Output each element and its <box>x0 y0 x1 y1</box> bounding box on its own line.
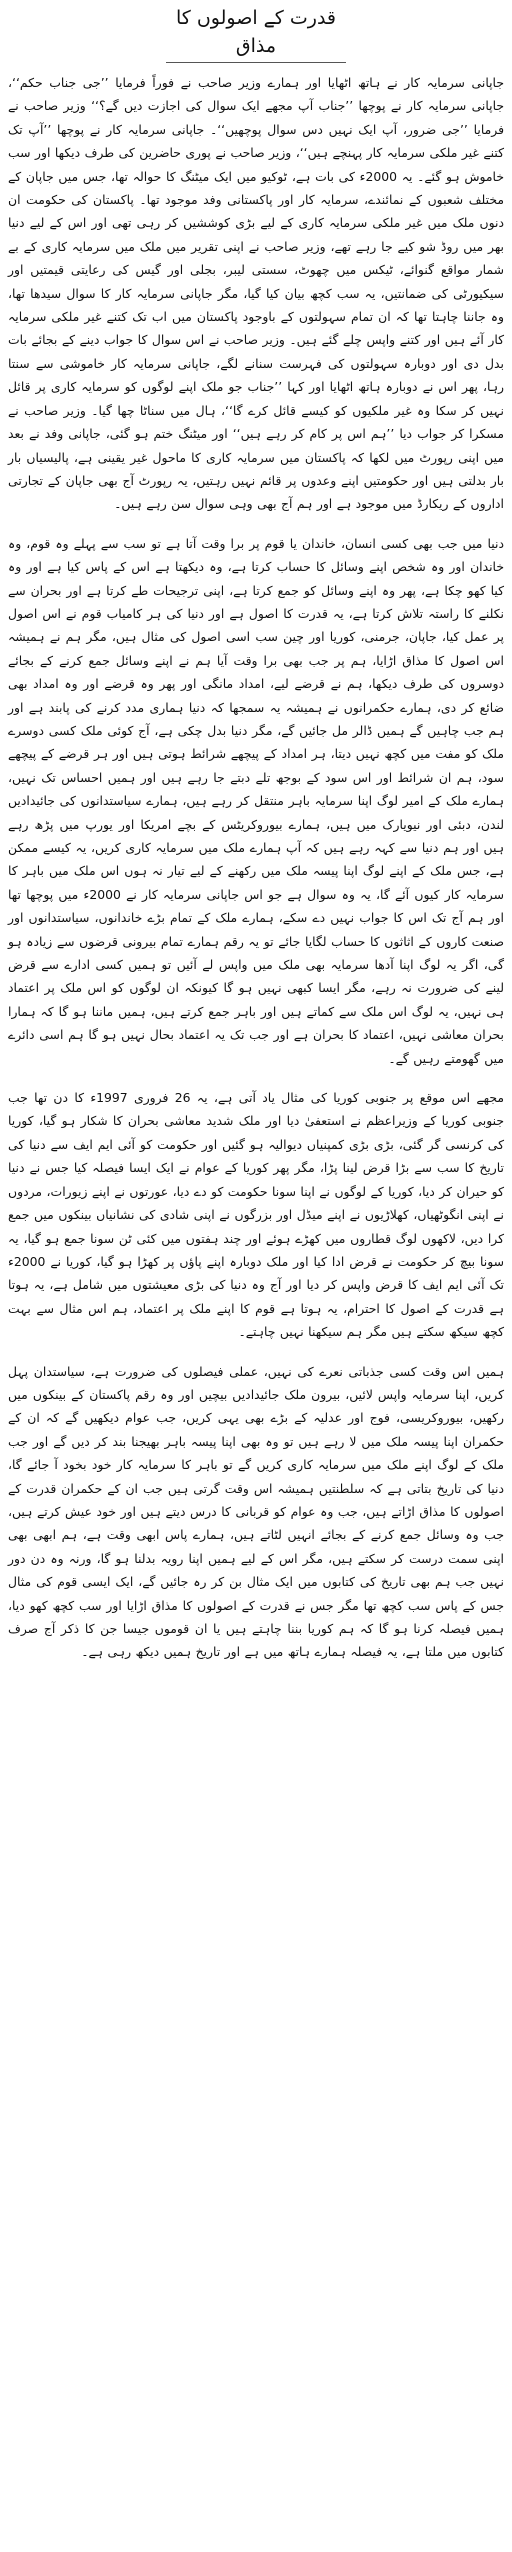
article-paragraph: دنیا میں جب بھی کسی انسان، خاندان یا قوم پر برا وقت آتا ہے تو سب سے پہلے وہ قوم، وہ خاندان اور وہ شخص اپنے وسائل کا حساب کرتا ہے، وہ دیکھتا ہے اس کے پاس کیا ہے اور وہ کیا کھو چکا ہے، پھر وہ اپنے وسائل کو جمع کرتا ہے، اپنی ترجیحات طے کرتا ہے اور بحران سے نکلنے کا راستہ تلاش کرتا ہے، یہ قدرت کا اصول ہے اور دنیا کی ہر کامیاب قوم نے اس اصول پر عمل کیا، جاپان، جرمنی، کوریا اور چین سب اسی اصول کی مثال ہیں، مگر ہم نے ہمیشہ اس اصول کا مذاق اڑایا، ہم پر جب بھی برا وقت آیا ہم نے اپنے وسائل جمع کرنے کے بجائے دوسروں کی طرف دیکھا، ہم نے قرضے لیے، امداد مانگی اور پھر وہ قرضے اور وہ امداد بھی ضائع کر دی، ہمارے حکمرانوں نے ہمیشہ یہ سمجھا کہ دنیا ہماری مدد کرنے کی پابند ہے اور ہم جب چاہیں گے ہمیں ڈالر مل جائیں گے، مگر دنیا بدل چکی ہے، آج کوئی ملک کسی دوسرے ملک کو مفت میں کچھ نہیں دیتا، ہر امداد کے پیچھے شرائط ہوتی ہیں اور ہر قرضے کے پیچھے سود، ہم ان شرائط اور اس سود کے بوجھ تلے دبتے جا رہے ہیں اور ہمیں احساس تک نہیں، ہمارے ملک کے امیر لوگ اپنا سرمایہ باہر منتقل کر رہے ہیں، ہمارے سیاستدانوں کی جائیدادیں لندن، دبئی اور نیویارک میں ہیں، ہمارے بیوروکریٹس کے بچے امریکا اور یورپ میں پڑھ رہے ہیں اور ہم دنیا سے کہہ رہے ہیں کہ آپ ہمارے ملک میں سرمایہ کاری کریں، یہ کیسے ممکن ہے، جس ملک کے اپنے لوگ اپنا پیسہ ملک میں رکھنے کے لیے تیار نہ ہوں اس ملک میں باہر کا سرمایہ کار کیوں آئے گا، یہ وہ سوال ہے جو اس جاپانی سرمایہ کار نے 2000ء میں پوچھا تھا اور ہم آج تک اس کا جواب نہیں دے سکے، ہمارے ملک کے تمام بڑے خاندانوں، سیاستدانوں اور صنعت کاروں کے اثاثوں کا حساب لگایا جائے تو یہ رقم ہمارے تمام بیرونی قرضوں سے زیادہ ہو گی، اگر یہ لوگ اپنا آدھا سرمایہ بھی ملک میں واپس لے آئیں تو ہمیں کسی ادارے سے قرض لینے کی ضرورت نہ رہے، مگر ایسا کبھی نہیں ہو گا کیونکہ ان لوگوں کو اس ملک پر اعتماد ہی نہیں، یہ لوگ اس ملک سے کماتے ہیں اور باہر جمع کرتے ہیں، ہمیں ماننا ہو گا کہ ہمارا بحران معاشی نہیں، اعتماد کا بحران ہے اور جب تک یہ اعتماد بحال نہیں ہو گا ہم اسی دائرے میں گھومتے رہیں گے۔ <box>8 535 504 1066</box>
article-paragraph: جاپانی سرمایہ کار نے ہاتھ اٹھایا اور ہمارے وزیر صاحب نے فوراً فرمایا ’’جی جناب حکم‘‘، جاپانی سرمایہ کار نے پوچھا ’’جناب آپ مجھے ایک سوال کی اجازت دیں گے؟‘‘ وزیر صاحب نے فرمایا ’’جی ضرور، آپ ایک نہیں دس سوال پوچھیں‘‘۔ جاپانی سرمایہ کار نے پوچھا ’’آپ تک کتنے غیر ملکی سرمایہ کار پہنچے ہیں‘‘، وزیر صاحب نے پوری حاضرین کی طرف دیکھا اور سب خاموش ہو گئے۔ یہ 2000ء کی بات ہے، ٹوکیو میں ایک میٹنگ کا حوالہ تھا، جس میں جاپان کے مختلف شعبوں کے نمائندے، سرمایہ کار اور پاکستانی وفد موجود تھا۔ پاکستان کی حکومت ان دنوں ملک میں غیر ملکی سرمایہ کاری کے لیے بڑی کوششیں کر رہی تھی اور اس کے لیے دنیا بھر میں روڈ شو کیے جا رہے تھے، وزیر صاحب نے اپنی تقریر میں ملک میں سرمایہ کاری کے بے شمار مواقع گنوائے، ٹیکس میں چھوٹ، سستی لیبر، بجلی اور گیس کی رعایتی قیمتیں اور سیکیورٹی کی ضمانتیں، یہ سب کچھ بیان کیا گیا، مگر جاپانی سرمایہ کار کا سوال سیدھا تھا، وہ جاننا چاہتا تھا کہ ان تمام سہولتوں کے باوجود پاکستان میں اب تک کتنے غیر ملکی سرمایہ کار آئے ہیں اور کتنے واپس چلے گئے ہیں۔ وزیر صاحب نے اس سوال کا جواب دینے کے بجائے بات بدل دی اور دوبارہ سہولتوں کی فہرست سنانے لگے، جاپانی سرمایہ کار خاموشی سے سنتا رہا، پھر اس نے دوبارہ ہاتھ اٹھایا اور کہا ’’جناب جو ملک اپنے لوگوں کو سرمایہ کاری پر قائل نہیں کر سکا وہ غیر ملکیوں کو کیسے قائل کرے گا‘‘، ہال میں سناٹا چھا گیا۔ وزیر صاحب نے مسکرا کر جواب دیا ’’ہم اس پر کام کر رہے ہیں‘‘ اور میٹنگ ختم ہو گئی، جاپانی وفد نے بعد میں اپنی رپورٹ میں لکھا کہ پاکستان میں سرمایہ کاری کا ماحول غیر یقینی ہے، پالیسیاں بار بار بدلتی ہیں اور حکومتیں اپنے وعدوں پر قائم نہیں رہتیں، یہ رپورٹ آج بھی جاپان کے تجارتی اداروں کے ریکارڈ میں موجود ہے اور ہم آج بھی وہی سوال سن رہے ہیں۔ <box>8 75 504 512</box>
article-paragraph: ہمیں اس وقت کسی جذباتی نعرے کی نہیں، عملی فیصلوں کی ضرورت ہے، سیاستدان پہل کریں، اپنا سرمایہ واپس لائیں، بیرون ملک جائیدادیں بیچیں اور وہ رقم پاکستان کے بینکوں میں رکھیں، بیوروکریسی، فوج اور عدلیہ کے بڑے بھی یہی کریں، جب عوام دیکھیں گے کہ ان کے حکمران اپنا پیسہ ملک میں لا رہے ہیں تو وہ بھی اپنا پیسہ باہر بھیجنا بند کر دیں گے اور جب ملک کے لوگ اپنے ملک میں سرمایہ کاری کریں گے تو باہر کا سرمایہ کار خود بخود آ جائے گا، دنیا کی تاریخ بتاتی ہے کہ سلطنتیں ہمیشہ اس وقت گرتی ہیں جب ان کے حکمران قدرت کے اصولوں کا مذاق اڑاتے ہیں، جب وہ عوام کو قربانی کا درس دیتے ہیں اور خود عیش کرتے ہیں، جب وہ وسائل جمع کرنے کے بجائے انہیں لٹاتے ہیں، ہمارے پاس ابھی وقت ہے، ہم ابھی بھی اپنی سمت درست کر سکتے ہیں، مگر اس کے لیے ہمیں اپنا رویہ بدلنا ہو گا، ورنہ وہ دن دور نہیں جب ہم بھی تاریخ کی کتابوں میں ایک مثال بن کر رہ جائیں گے، ایک ایسی قوم کی مثال جس کے پاس سب کچھ تھا مگر جس نے قدرت کے اصولوں کا مذاق اڑایا اور سب کچھ کھو دیا، ہمیں فیصلہ کرنا ہو گا کہ ہم کوریا بننا چاہتے ہیں یا ان قوموں جیسا جن کا ذکر آج صرف کتابوں میں ملتا ہے، یہ فیصلہ ہمارے ہاتھ میں ہے اور تاریخ ہمیں دیکھ رہی ہے۔ <box>8 1363 504 1660</box>
article-paragraph: مجھے اس موقع پر جنوبی کوریا کی مثال یاد آتی ہے، یہ 26 فروری 1997ء کا دن تھا جب جنوبی کوریا کے وزیراعظم نے استعفیٰ دیا اور ملک شدید معاشی بحران کا شکار ہو گیا، کوریا کی کرنسی گر گئی، بڑی بڑی کمپنیاں دیوالیہ ہو گئیں اور حکومت کو آئی ایم ایف سے دنیا کی تاریخ کا سب سے بڑا قرض لینا پڑا، مگر پھر کوریا کے عوام نے ایک ایسا فیصلہ کیا جس نے دنیا کو حیران کر دیا، کوریا کے لوگوں نے اپنا سونا حکومت کو دے دیا، عورتوں نے اپنے زیورات، مردوں نے اپنی انگوٹھیاں، کھلاڑیوں نے اپنے میڈل اور بزرگوں نے اپنی شادی کی نشانیاں بینکوں میں جمع کرا دیں، لاکھوں لوگ قطاروں میں کھڑے ہوئے اور چند ہفتوں میں کئی ٹن سونا جمع ہو گیا، یہ سونا بیچ کر حکومت نے قرض ادا کیا اور ملک دوبارہ اپنے پاؤں پر کھڑا ہو گیا، کوریا نے 2000ء تک آئی ایم ایف کا قرض واپس کر دیا اور آج وہ دنیا کی بڑی معیشتوں میں شامل ہے، یہ ہوتا ہے قدرت کے اصول کا احترام، یہ ہوتا ہے قوم کا اپنے ملک پر اعتماد، ہم اس مثال سے بہت کچھ سیکھ سکتے ہیں مگر ہم سیکھنا نہیں چاہتے۔ <box>8 1090 504 1340</box>
article-title: قدرت کے اصولوں کا مذاق <box>166 4 346 63</box>
article-body <box>8 71 504 1664</box>
